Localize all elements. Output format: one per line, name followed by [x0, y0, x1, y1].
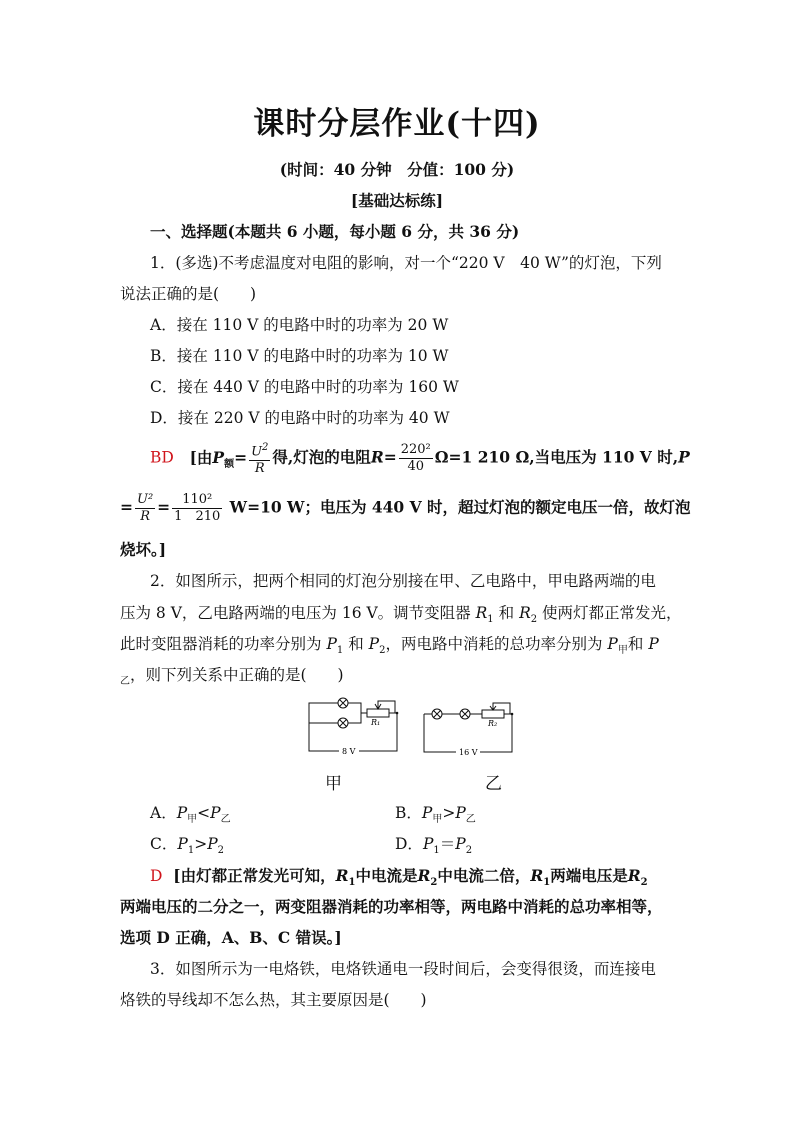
q2-option-d: D．$P_1=P_2$: [395, 835, 473, 857]
q1-explanation-line2: = $\frac{\text{U²}}{R}$ = $\frac{\text{110²}}{1 210}$ W=10 W；电压为 440 V 时，超过灯泡的额定电压一倍，故灯泡: [120, 492, 691, 524]
fraction-110-over-1210: $\frac{\text{110²}}{1 210}$: [174, 492, 221, 524]
q1-option-a: A．接在 110 V 的电路中时的功率为 20 W: [150, 316, 449, 334]
q1-exp-c: Ω=1 210 Ω,当电压为 110 V 时,: [434, 447, 679, 467]
circuit-jia-caption: 甲: [325, 774, 342, 794]
fraction-u2-over-r-2: $\frac{\text{U²}}{R}$: [137, 492, 154, 524]
q1-explanation-line3: 烧坏。]: [120, 540, 167, 559]
circuit-jia-diagram: [305, 693, 405, 759]
r2-label: R₂: [488, 719, 498, 728]
q2-option-c: C．$P_1>P_2$: [150, 835, 224, 857]
q1-answer: BD: [150, 448, 174, 467]
voltage-8v-label: 8 V: [342, 747, 356, 756]
circuit-yi-caption: 乙: [485, 774, 502, 794]
section-heading: [基础达标练]: [350, 191, 444, 210]
page-title: 课时分层作业(十四): [253, 106, 541, 142]
q2-explanation-line3: 选项 D 正确，A、B、C 错误。]: [120, 928, 342, 947]
voltage-16v-label: 16 V: [459, 748, 478, 757]
q2-answer: D: [150, 867, 163, 885]
q2-stem-line2: 压为 8 V，乙电路两端的电压为 16 V。调节变阻器 $R_1$ 和 $R_2$ 使两灯都正常发光，: [120, 604, 682, 626]
q1-option-b: B．接在 110 V 的电路中时的功率为 10 W: [150, 347, 449, 365]
q2-explanation-line2: 两端电压的二分之一，两变阻器消耗的功率相等，两电路中消耗的总功率相等，: [120, 897, 663, 916]
q1-option-c: C．接在 440 V 的电路中时的功率为 160 W: [150, 378, 459, 396]
q2-option-b: B．$P_甲>P_乙$: [395, 804, 476, 826]
fraction-220-over-40: $\frac{\text{220²}}{40}$: [400, 442, 431, 475]
q1-exp-a: [由: [189, 447, 213, 467]
fraction-u2-over-r: $\frac{U^2}{R}$: [251, 442, 269, 477]
q3-stem-line2: 烙铁的导线却不怎么热，其主要原因是( ): [120, 991, 427, 1009]
part-heading: 一、选择题(本题共 6 小题，每小题 6 分，共 36 分): [150, 222, 520, 241]
q2-option-a: A．$P_甲<P_乙$: [150, 804, 231, 826]
q3-stem-line1: 3．如图所示为一电烙铁，电烙铁通电一段时间后，会变得很烫，而连接电: [150, 960, 656, 978]
q1-stem-line1: 1．(多选)不考虑温度对电阻的影响，对一个“220 V 40 W”的灯泡，下列: [150, 254, 662, 272]
q2-stem-line3: 此时变阻器消耗的功率分别为 $P_1$ 和 $P_2$，两电路中消耗的总功率分别为 $P_甲$和 P: [120, 635, 659, 657]
q2-stem-line1: 2．如图所示，把两个相同的灯泡分别接在甲、乙电路中，甲电路两端的电: [150, 572, 656, 590]
q1-explanation-line1: BD [由$P_额=$ $\frac{U^2}{R}$ 得,灯泡的电阻R= $\frac{\text{220²}}{40}$ Ω=1 210 Ω,当电压为 110 V 时,P: [150, 442, 690, 477]
q2-stem-line4: $_乙$，则下列关系中正确的是( ): [120, 666, 344, 688]
q1-exp-d: W=10 W；电压为 440 V 时，超过灯泡的额定电压一倍，故灯泡: [229, 497, 691, 517]
r1-label: R₁: [371, 718, 381, 727]
q1-option-d: D．接在 220 V 的电路中时的功率为 40 W: [150, 409, 450, 427]
circuit-yi-diagram: [420, 700, 520, 760]
q1-exp-b: 得,灯泡的电阻: [272, 447, 371, 467]
meta-info: (时间：40 分钟 分值：100 分): [279, 160, 515, 179]
q2-explanation-line1: D [由灯都正常发光可知，$R_1$中电流是$R_2$中电流二倍，$R_1$两端电压是$R_2$: [150, 866, 648, 889]
q1-stem-line2: 说法正确的是( ): [120, 285, 257, 303]
